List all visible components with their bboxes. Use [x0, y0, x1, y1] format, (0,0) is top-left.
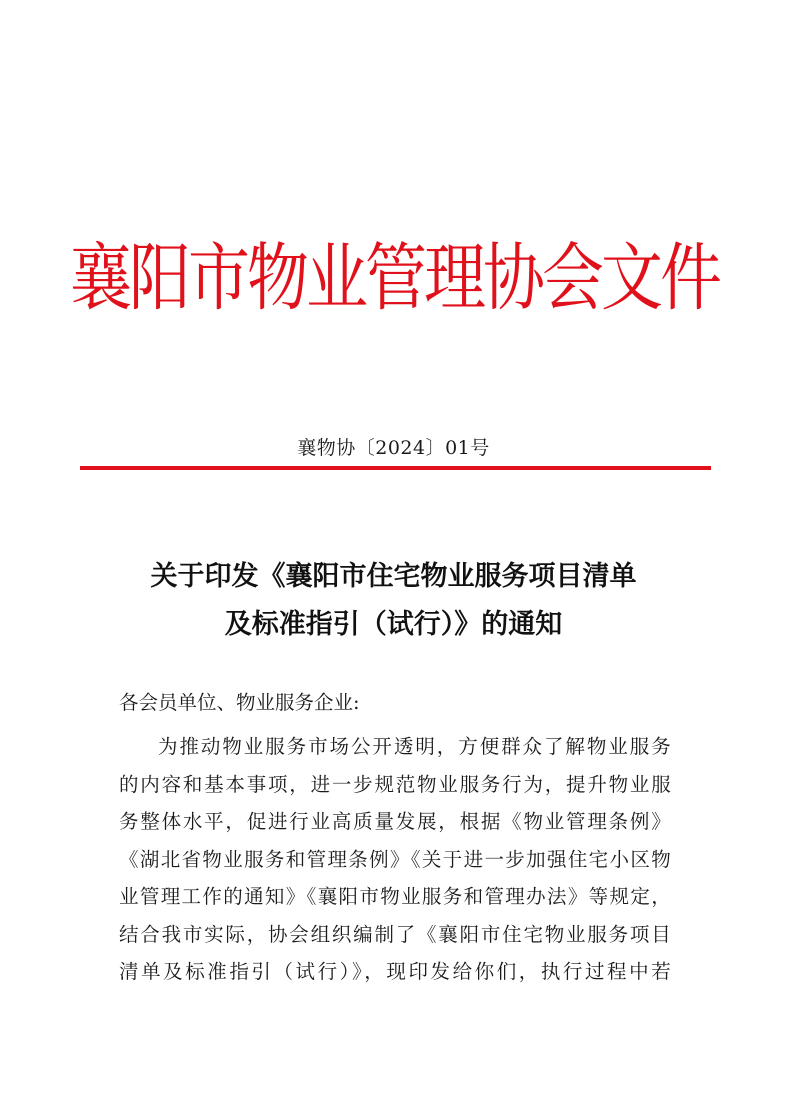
body-line: 务整体水平，促进行业高质量发展，根据《物业管理条例》	[119, 810, 671, 833]
body-line: 的内容和基本事项，进一步规范物业服务行为，提升物业服	[119, 772, 671, 796]
notice-title	[90, 553, 697, 649]
body-line: 清单及标准指引（试行）》，现印发给你们，执行过程中若	[119, 960, 671, 983]
body-line: 为推动物业服务市场公开透明，方便群众了解物业服务	[158, 735, 671, 758]
notice-title-line-2: 及标准指引（试行）》的通知	[224, 609, 563, 640]
salutation: 各会员单位、物业服务企业:	[119, 691, 360, 714]
red-divider-line	[80, 466, 711, 470]
notice-title-line-1: 关于印发《襄阳市住宅物业服务项目清单	[150, 561, 637, 592]
masthead-title: 襄阳市物业管理协会文件	[70, 234, 720, 321]
body-line: 《湖北省物业服务和管理条例》《关于进一步加强住宅小区物	[119, 847, 671, 871]
document-number: 襄物协〔2024〕01号	[297, 437, 490, 459]
body-text	[119, 728, 671, 991]
body-line: 业管理工作的通知》《襄阳市物业服务和管理办法》等规定，	[119, 885, 671, 908]
body-line: 结合我市实际，协会组织编制了《襄阳市住宅物业服务项目	[119, 922, 671, 946]
